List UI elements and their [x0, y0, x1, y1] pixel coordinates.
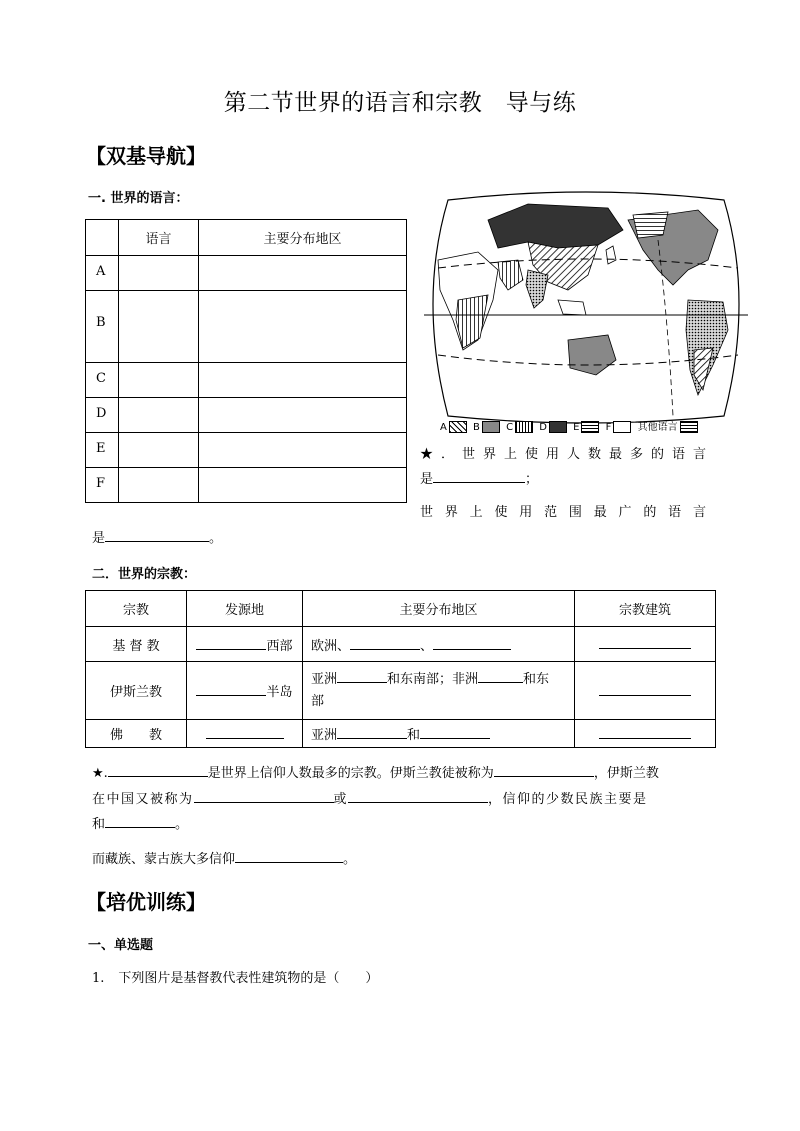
answer-blank[interactable] [235, 849, 343, 863]
legend-swatch-c [515, 421, 533, 433]
lang-row-label: B [86, 291, 119, 363]
answer-blank[interactable] [599, 635, 691, 649]
religion-question-line1 [92, 762, 718, 781]
answer-blank[interactable] [206, 725, 284, 739]
legend-label-d: D [539, 422, 547, 433]
answer-blank[interactable] [599, 682, 691, 696]
lang-cell[interactable] [119, 256, 199, 291]
legend-swatch-d [549, 421, 567, 433]
label-shi: 是 [420, 472, 434, 487]
answer-blank[interactable] [337, 669, 387, 683]
star: ★. [92, 766, 108, 781]
lang-cell[interactable] [199, 468, 407, 503]
rel-origin-cell [187, 720, 303, 748]
answer-blank[interactable] [478, 669, 523, 683]
rel-name: 佛 教 [86, 720, 187, 748]
rel-origin-cell [187, 662, 303, 720]
rel-dist-cell [303, 627, 575, 662]
lang-cell[interactable] [199, 398, 407, 433]
legend-swatch-f [613, 421, 631, 433]
lang-header-language: 语言 [119, 220, 199, 256]
legend-swatch-other [680, 421, 698, 433]
single-choice-heading: 一、单选题 [88, 938, 154, 953]
legend-label-c: C [506, 422, 514, 433]
question-text: 。 [343, 852, 357, 867]
dist-text: 和东南部；非洲 [387, 671, 479, 687]
lang-cell[interactable] [199, 433, 407, 468]
dist-text: 部 [311, 693, 325, 709]
legend-label-other: 其他语言 [637, 422, 678, 433]
dist-text: 和东 [523, 671, 550, 687]
question-text: ，伊斯兰教 [593, 766, 659, 781]
answer-blank[interactable] [194, 789, 334, 803]
answer-blank[interactable] [420, 725, 490, 739]
religion-table [85, 590, 716, 748]
lang-row-label: E [86, 433, 119, 468]
answer-blank[interactable] [337, 725, 407, 739]
answer-blank[interactable] [494, 763, 594, 777]
rel-header-distribution: 主要分布地区 [303, 591, 575, 627]
question-text: 和 [92, 817, 106, 832]
lang-row-label: A [86, 256, 119, 291]
lang-row-label: D [86, 398, 119, 433]
dist-text: 欧洲、 [311, 638, 351, 654]
rel-name: 基 督 教 [86, 627, 187, 662]
origin-suffix: 西部 [266, 638, 293, 654]
question-number: 1. [92, 971, 105, 986]
answer-blank[interactable] [108, 763, 208, 777]
legend-swatch-b [482, 421, 500, 433]
language-table [85, 219, 407, 503]
label-shi: 是 [92, 531, 106, 546]
question-most-used-language: ★．世界上使用人数最多的语言 [420, 447, 708, 462]
rel-header-architecture: 宗教建筑 [575, 591, 716, 627]
lang-cell[interactable] [119, 291, 199, 363]
section-heading-basics: 【双基导航】 [86, 144, 206, 168]
religion-question-line2 [92, 788, 718, 807]
section-heading-training: 【培优训练】 [86, 890, 206, 914]
dist-text: 、 [420, 638, 434, 654]
map-legend [440, 418, 701, 433]
answer-blank[interactable] [433, 636, 511, 650]
religion-question-line4 [92, 848, 356, 867]
answer-blank[interactable] [348, 789, 488, 803]
question-text: 。 [175, 817, 189, 832]
answer-blank[interactable] [350, 636, 420, 650]
lang-cell[interactable] [119, 398, 199, 433]
question-widest-answer [92, 527, 222, 546]
lang-cell[interactable] [119, 433, 199, 468]
dist-text: 亚洲 [311, 728, 338, 743]
legend-label-e: E [573, 422, 580, 433]
answer-blank[interactable] [599, 725, 691, 739]
question-1 [92, 967, 378, 986]
question-text: ，信仰的少数民族主要是 [488, 792, 648, 807]
lang-cell[interactable] [199, 363, 407, 398]
answer-blank[interactable] [105, 814, 175, 828]
answer-blank[interactable] [433, 469, 525, 483]
legend-label-a: A [440, 422, 447, 433]
question-text: 或 [333, 792, 349, 807]
lang-header-region: 主要分布地区 [199, 220, 407, 256]
lang-cell[interactable] [119, 468, 199, 503]
rel-origin-cell [187, 627, 303, 662]
question-widest-language: 世界上使用范围最广的语言 [420, 505, 708, 520]
lang-cell[interactable] [199, 291, 407, 363]
answer-blank[interactable] [105, 528, 209, 542]
answer-blank[interactable] [196, 636, 266, 650]
question-text: 而藏族、蒙古族大多信仰 [92, 852, 236, 867]
question-text: 是世界上信仰人数最多的宗教。伊斯兰教徒被称为 [207, 766, 494, 781]
punct: 。 [209, 531, 223, 546]
rel-arch-cell [575, 662, 716, 720]
page-title: 第二节世界的语言和宗教 导与练 [223, 90, 577, 116]
world-language-map [418, 190, 754, 436]
lang-cell[interactable] [199, 256, 407, 291]
rel-dist-cell [303, 662, 575, 720]
legend-swatch-a [449, 421, 467, 433]
lang-row-label: C [86, 363, 119, 398]
punct: ； [525, 472, 539, 487]
origin-suffix: 半岛 [266, 685, 293, 700]
lang-row-label: F [86, 468, 119, 503]
religion-question-line3 [92, 813, 188, 832]
dist-text: 和 [407, 728, 421, 743]
question-most-used-answer [420, 468, 538, 487]
rel-name: 伊斯兰教 [86, 662, 187, 720]
rel-arch-cell [575, 720, 716, 748]
legend-label-b: B [473, 422, 480, 433]
rel-arch-cell [575, 627, 716, 662]
question-text: 在中国又被称为 [92, 792, 194, 807]
rel-dist-cell [303, 720, 575, 748]
legend-swatch-e [581, 421, 599, 433]
answer-blank[interactable] [196, 682, 266, 696]
legend-label-f: F [605, 422, 612, 433]
languages-heading: 一. 世界的语言： [88, 191, 189, 206]
lang-cell[interactable] [119, 363, 199, 398]
religions-heading: 二．世界的宗教： [92, 567, 197, 582]
rel-header-origin: 发源地 [187, 591, 303, 627]
rel-header-religion: 宗教 [86, 591, 187, 627]
question-text: 下列图片是基督教代表性建筑物的是（ ） [118, 971, 379, 986]
dist-text: 亚洲 [311, 671, 338, 687]
